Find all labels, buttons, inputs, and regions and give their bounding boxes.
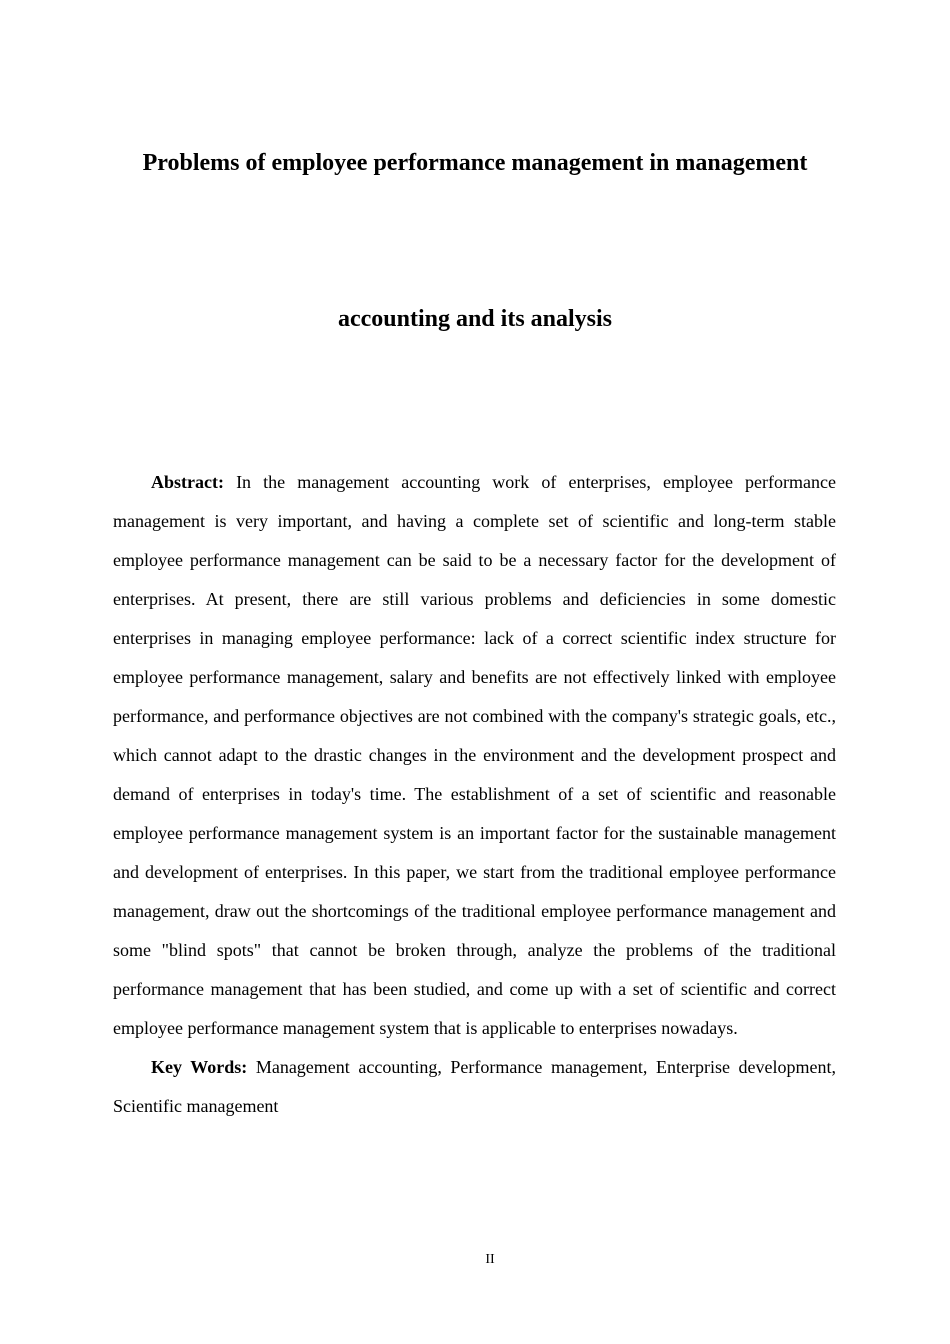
title-line-2: accounting and its analysis: [337, 306, 613, 332]
abstract-section: [113, 463, 836, 1126]
abstract-label: Abstract:: [151, 472, 224, 492]
keywords-text: Management accounting, Performance management, Enterprise development, Scientific management: [113, 1057, 836, 1116]
keywords-paragraph: [113, 1048, 836, 1126]
title-line-1: Problems of employee performance management in management: [142, 150, 808, 176]
abstract-text: In the management accounting work of enterprises, employee performance management is very important, and having a complete set of scientific and long-term stable employee performance management can be said to be a necessary factor for the development of enterprises. At present, there are still various problems and deficiencies in some domestic enterprises in managing employee performance: lack of a correct scientific index structure for employee performance management, salary and benefits are not effectively linked with employee performance, and performance objectives are not combined with the company's strategic goals, etc., which cannot adapt to the drastic changes in the environment and the development prospect and demand of enterprises in today's time. The establishment of a set of scientific and reasonable employee performance management system is an important factor for the sustainable management and development of enterprises. In this paper, we start from the traditional employee performance management, draw out the shortcomings of the traditional employee performance management and some "blind spots" that cannot be broken through, analyze the problems of the traditional performance management that has been studied, and come up with a set of scientific and correct employee performance management system that is applicable to enterprises nowadays.: [113, 472, 836, 1038]
page-number: II: [485, 1252, 495, 1267]
keywords-label: Key Words:: [151, 1057, 248, 1077]
abstract-paragraph: [113, 463, 836, 1048]
